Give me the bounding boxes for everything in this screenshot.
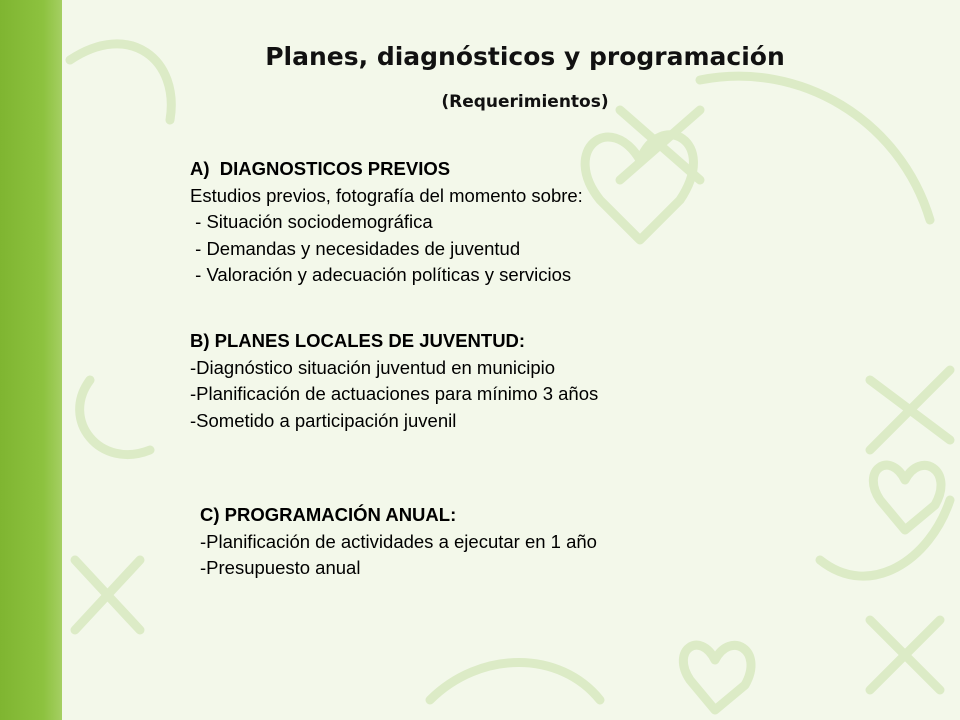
doodle-heart-top	[585, 135, 693, 240]
doodle-cross-right	[870, 370, 950, 450]
doodle-circle-left	[80, 380, 150, 455]
page-title: Planes, diagnósticos y programación	[265, 42, 785, 71]
section-b-heading: B) PLANES LOCALES DE JUVENTUD:	[190, 330, 526, 351]
page-subtitle: (Requerimientos)	[441, 92, 609, 112]
doodle-arc-bottom	[430, 663, 600, 701]
section-b-line: -Diagnóstico situación juventud en municipio	[190, 356, 556, 378]
section-a-line: - Valoración y adecuación políticas y servicios	[190, 264, 572, 285]
doodle-x-left	[75, 560, 140, 630]
section-a-heading: A) DIAGNOSTICOS PREVIOS	[190, 158, 451, 179]
section-c-heading: C) PROGRAMACIÓN ANUAL:	[200, 504, 457, 525]
section-a-line: Estudios previos, fotografía del momento sobre:	[190, 184, 583, 206]
section-programacion-anual	[200, 502, 597, 582]
section-diagnosticos	[190, 156, 583, 289]
section-b-line: -Planificación de actuaciones para mínimo 3 años	[190, 383, 599, 404]
section-c-line: -Planificación de actividades a ejecutar en 1 año	[200, 530, 597, 552]
section-c-line: -Presupuesto anual	[200, 557, 361, 578]
doodle-heart-right	[873, 465, 941, 530]
section-a-line: - Situación sociodemográfica	[190, 211, 433, 232]
doodle-x-bottom-right	[870, 620, 940, 690]
section-planes-locales	[190, 328, 598, 434]
doodle-heart-bottom	[683, 645, 751, 710]
section-a-line: - Demandas y necesidades de juventud	[190, 237, 521, 259]
section-b-line: -Sometido a participación juvenil	[190, 409, 457, 431]
